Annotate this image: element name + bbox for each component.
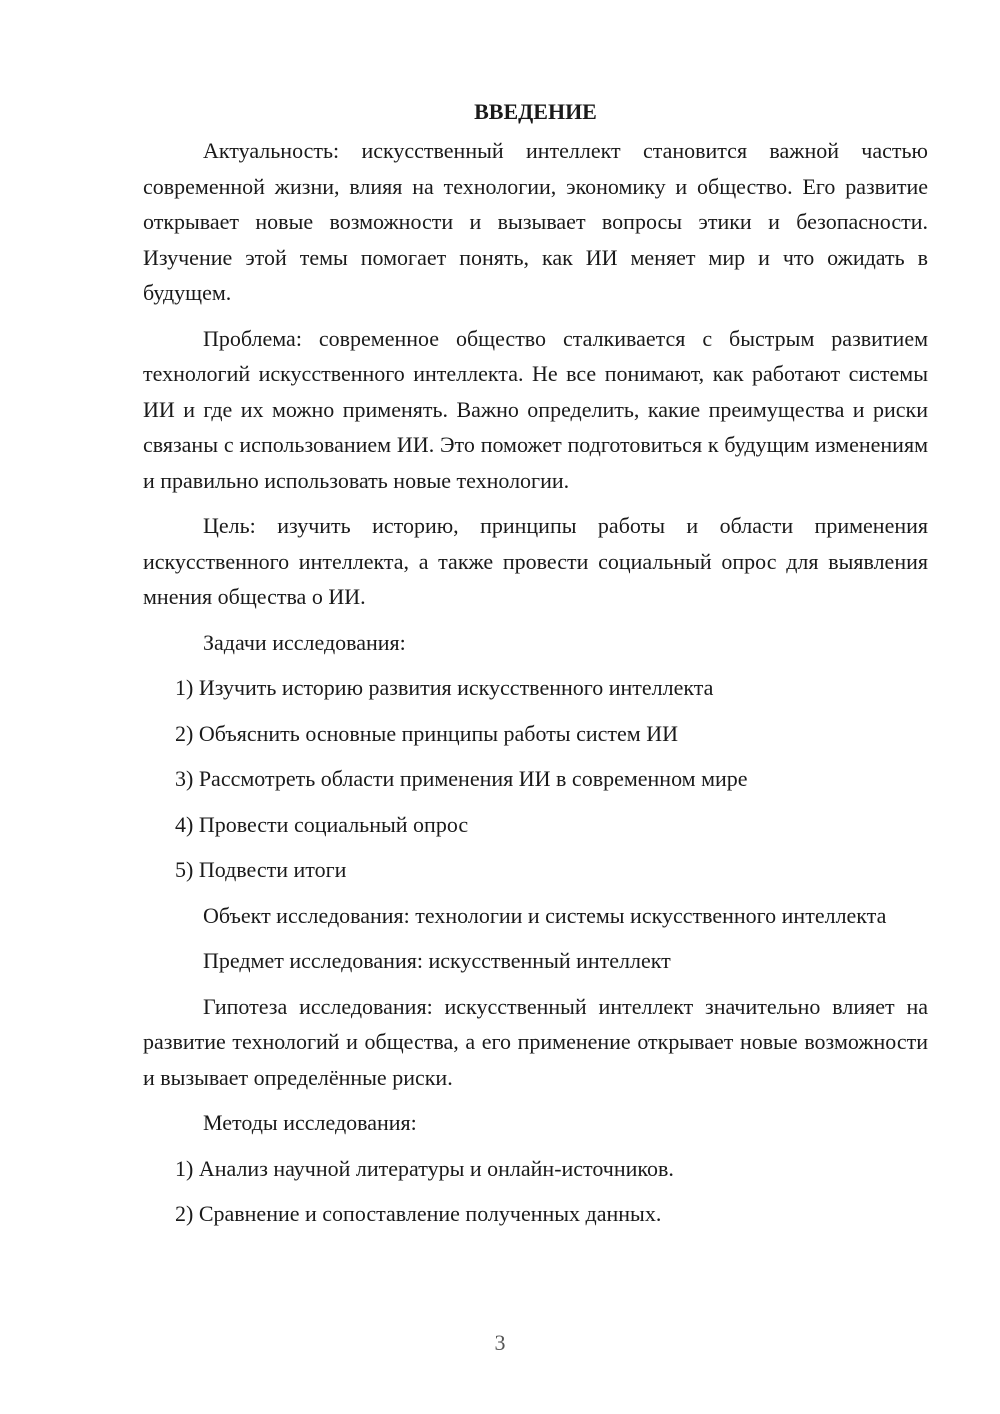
subject-paragraph: Предмет исследования: искусственный интеллект [203,948,671,973]
list-item: 5) Подвести итоги [175,857,347,882]
methods-heading: Методы исследования: [203,1110,417,1135]
list-item: 4) Провести социальный опрос [175,811,469,837]
page-title: ВВЕДЕНИЕ [474,99,597,124]
tasks-list [143,670,928,888]
list-item: 2) Сравнение и сопоставление полученных данных. [175,1201,662,1226]
page-number: 3 [494,1330,506,1355]
document-page [143,94,928,1242]
list-item: 1) Изучить историю развития искусственного интеллекта [175,675,714,700]
methods-list [143,1151,928,1232]
object-paragraph: Объект исследования: технологии и системы искусственного интеллекта [203,902,887,928]
relevance-paragraph: Актуальность: искусственный интеллект становится важной частью современной жизни, влияя на технологии, экономику и общество. Его развитие открывает новые возможности и вызывает вопросы этики и безопасности. Изучение этой темы помогает понять, как ИИ меняет мир и что ожидать в будущем. [143,138,928,305]
list-item: 2) Объяснить основные принципы работы систем ИИ [175,720,678,746]
tasks-heading: Задачи исследования: [203,629,406,655]
hypothesis-paragraph: Гипотеза исследования: искусственный интеллект значительно влияет на развитие технологий и общества, а его применение открывает новые возможности и вызывает определённые риски. [143,993,928,1090]
problem-paragraph: Проблема: современное общество сталкивается с быстрым развитием технологий искусственного интеллекта. Не все понимают, как работают системы ИИ и где их можно применять. Важно определить, какие преимущества и риски связаны с использованием ИИ. Это поможет подготовиться к будущим изменениям и правильно использовать новые технологии. [143,325,928,493]
goal-paragraph: Цель: изучить историю, принципы работы и области применения искусственного интеллекта, а также провести социальный опрос для выявления мнения общества о ИИ. [143,513,928,609]
list-item: 1) Анализ научной литературы и онлайн-источников. [175,1155,674,1181]
list-item: 3) Рассмотреть области применения ИИ в современном мире [175,766,748,791]
